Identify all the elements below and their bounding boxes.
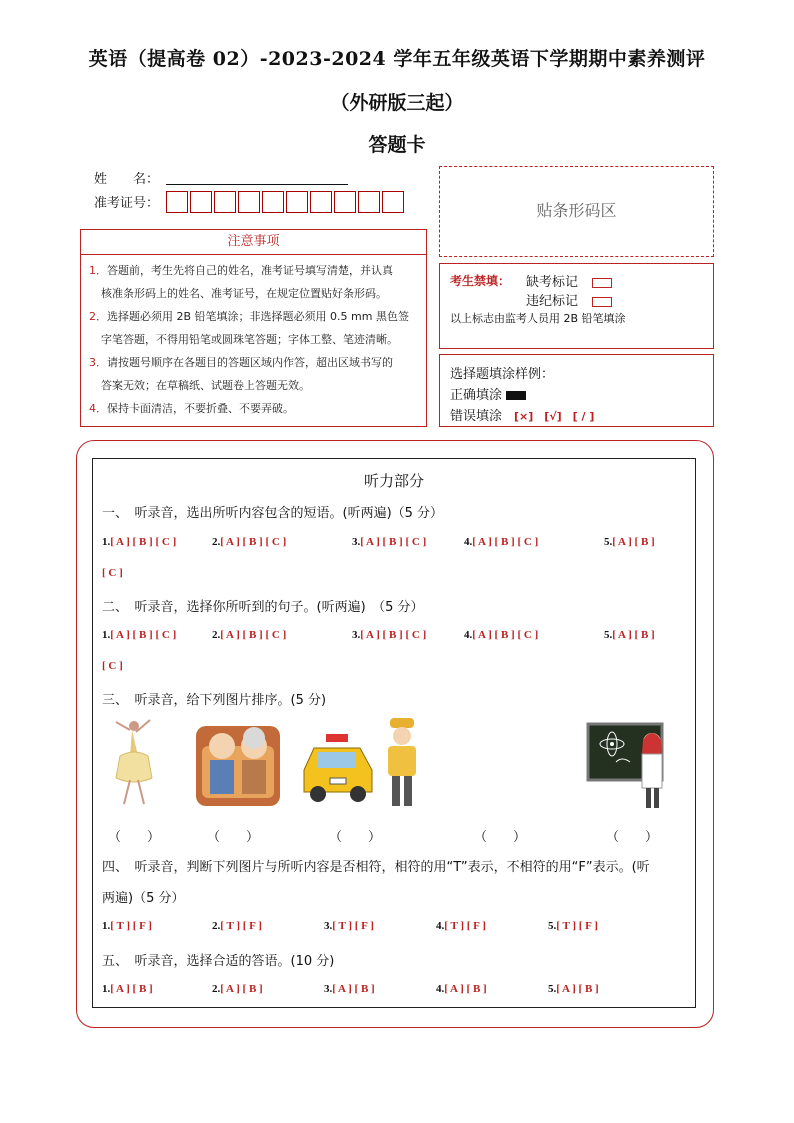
- notice-item: 3．请按题号顺序在各题目的答题区域内作答，超出区域书写的: [89, 356, 393, 369]
- id-box[interactable]: [214, 191, 236, 213]
- q1-item-5[interactable]: 5.[ A ] [ B ]: [604, 536, 655, 548]
- question-3-heading: 三、 听录音，给下列图片排序。(5 分): [102, 693, 327, 708]
- q4-item-2[interactable]: 2.[ T ] [ F ]: [212, 920, 262, 932]
- sample-label: 选择题填涂样例：: [450, 367, 555, 382]
- proctor-label: 考生禁填：: [450, 274, 511, 288]
- question-1-heading: 一、 听录音，选出所听内容包含的短语。(听两遍)（5 分）: [102, 506, 444, 521]
- fill-sample-box: [439, 354, 714, 427]
- question-4-heading-cont: 两遍)（5 分）: [102, 891, 185, 906]
- notice-item: 1．答题前，考生先将自己的姓名，准考证号填写清楚，并认真: [89, 264, 393, 277]
- id-box[interactable]: [334, 191, 356, 213]
- q4-item-3[interactable]: 3.[ T ] [ F ]: [324, 920, 374, 932]
- notice-item: 2．选择题必须用 2B 铅笔填涂；非选择题必须用 0.5 mm 黑色签: [89, 310, 409, 323]
- exam-id-label: 准考证号：: [94, 196, 160, 211]
- q5-item-4[interactable]: 4.[ A ] [ B ]: [436, 983, 487, 995]
- teacher-picture: [586, 720, 686, 810]
- title-answer-card: 答题卡: [368, 134, 426, 156]
- notice-box: [80, 229, 427, 427]
- q1-item-1[interactable]: 1.[ A ] [ B ] [ C ]: [102, 536, 177, 548]
- absent-mark: 缺考标记: [526, 271, 612, 290]
- q2-item-5[interactable]: 5.[ A ] [ B ]: [604, 629, 655, 641]
- q5-item-1[interactable]: 1.[ A ] [ B ]: [102, 983, 153, 995]
- id-box[interactable]: [166, 191, 188, 213]
- notice-item-cont: 核准条形码上的姓名、准考证号，在规定位置贴好条形码。: [101, 287, 387, 300]
- id-box[interactable]: [286, 191, 308, 213]
- q2-item-5-wrap[interactable]: [ C ]: [102, 660, 123, 672]
- name-field[interactable]: [166, 168, 348, 185]
- violation-mark: 违纪标记: [526, 290, 612, 309]
- q2-item-1[interactable]: 1.[ A ] [ B ] [ C ]: [102, 629, 177, 641]
- id-box[interactable]: [262, 191, 284, 213]
- question-4-heading: 四、 听录音，判断下列图片与所听内容是否相符，相符的用“T”表示，不相符的用“F”表示。(听: [102, 860, 650, 875]
- name-label: 姓 名：: [94, 172, 160, 187]
- sample-wrong: 错误填涂 [×] [√] [ / ]: [450, 409, 595, 424]
- q2-item-3[interactable]: 3.[ A ] [ B ] [ C ]: [352, 629, 427, 641]
- barcode-area: 贴条形码区: [439, 166, 714, 257]
- taxi-picture: [300, 730, 380, 808]
- id-box[interactable]: [238, 191, 260, 213]
- q2-item-4[interactable]: 4.[ A ] [ B ] [ C ]: [464, 629, 539, 641]
- q1-item-3[interactable]: 3.[ A ] [ B ] [ C ]: [352, 536, 427, 548]
- order-answer-2[interactable]: （ ）: [207, 830, 260, 845]
- listening-title: 听力部分: [363, 472, 424, 490]
- order-answer-4[interactable]: （ ）: [474, 830, 527, 845]
- q2-item-2[interactable]: 2.[ A ] [ B ] [ C ]: [212, 629, 287, 641]
- sample-correct: 正确填涂: [450, 384, 526, 403]
- ballerina-picture: [108, 716, 158, 808]
- violation-mark-box[interactable]: [592, 297, 612, 307]
- order-answer-1[interactable]: （ ）: [108, 830, 161, 845]
- proctor-note: 以上标志由监考人员用 2B 铅笔填涂: [450, 312, 626, 325]
- q4-item-4[interactable]: 4.[ T ] [ F ]: [436, 920, 486, 932]
- filled-block-icon: [506, 391, 526, 400]
- exam-id-boxes[interactable]: [166, 191, 406, 213]
- notice-item-cont: 字笔答题，不得用铅笔或圆珠笔答题；字体工整、笔迹清晰。: [101, 333, 398, 346]
- driver-picture: [380, 716, 424, 810]
- q4-item-1[interactable]: 1.[ T ] [ F ]: [102, 920, 152, 932]
- title-main: 英语（提高卷 02）-2023-2024 学年五年级英语下学期期中素养测评: [88, 48, 706, 70]
- notice-item-cont: 答案无效；在草稿纸、试题卷上答题无效。: [101, 379, 310, 392]
- q5-item-5[interactable]: 5.[ A ] [ B ]: [548, 983, 599, 995]
- q1-item-4[interactable]: 4.[ A ] [ B ] [ C ]: [464, 536, 539, 548]
- question-5-heading: 五、 听录音，选择合适的答语。(10 分): [102, 954, 335, 969]
- order-answer-5[interactable]: （ ）: [606, 830, 659, 845]
- order-answer-3[interactable]: （ ）: [329, 830, 382, 845]
- notice-item: 4．保持卡面清洁，不要折叠、不要弄破。: [89, 402, 294, 415]
- absent-mark-box[interactable]: [592, 278, 612, 288]
- id-box[interactable]: [358, 191, 380, 213]
- q1-item-2[interactable]: 2.[ A ] [ B ] [ C ]: [212, 536, 287, 548]
- title-edition: （外研版三起）: [330, 92, 464, 114]
- q5-item-3[interactable]: 3.[ A ] [ B ]: [324, 983, 375, 995]
- notice-heading: 注意事项: [81, 230, 426, 255]
- id-box[interactable]: [382, 191, 404, 213]
- id-box[interactable]: [310, 191, 332, 213]
- q1-item-5-wrap[interactable]: [ C ]: [102, 567, 123, 579]
- question-2-heading: 二、 听录音，选择你所听到的句子。(听两遍) （5 分）: [102, 600, 424, 615]
- q5-item-2[interactable]: 2.[ A ] [ B ]: [212, 983, 263, 995]
- proctor-marks-box: [439, 263, 714, 349]
- id-box[interactable]: [190, 191, 212, 213]
- grandparents-picture: [188, 716, 288, 810]
- q4-item-5[interactable]: 5.[ T ] [ F ]: [548, 920, 598, 932]
